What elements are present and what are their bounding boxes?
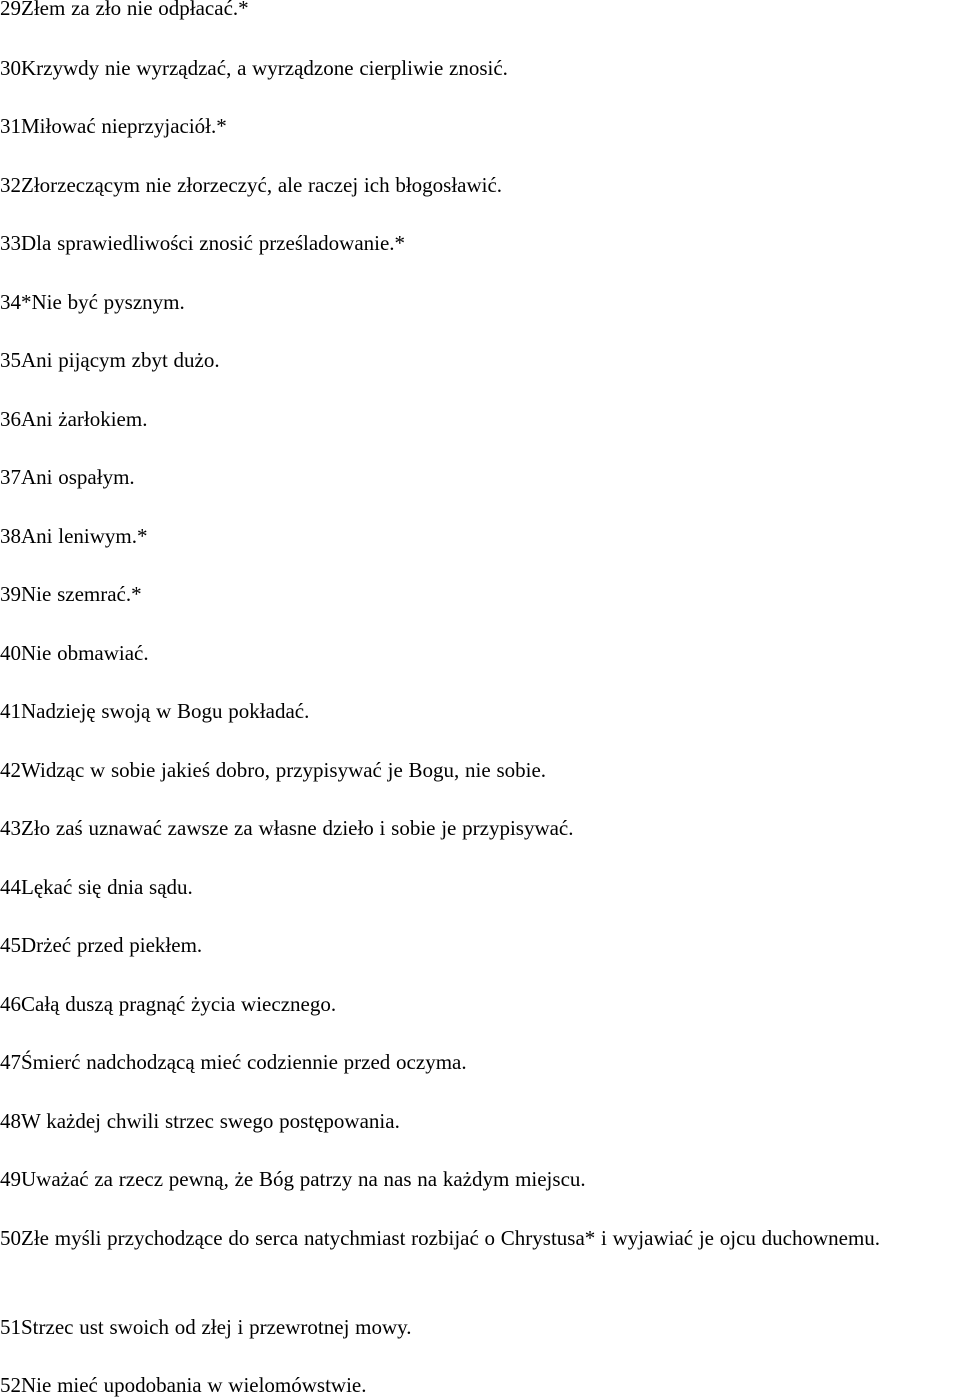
rule-41: 41Nadzieję swoją w Bogu pokładać. [0,699,310,723]
rule-51: 51Strzec ust swoich od złej i przewrotnej mowy. [0,1315,412,1339]
rule-48: 48W każdej chwili strzec swego postępowania. [0,1109,400,1133]
rule-29: 29Złem za zło nie odpłacać.* [0,0,249,20]
rule-37: 37Ani ospałym. [0,465,135,489]
rule-45: 45Drżeć przed piekłem. [0,933,203,957]
rule-47: 47Śmierć nadchodzącą mieć codziennie przed oczyma. [0,1050,467,1074]
rule-30: 30Krzywdy nie wyrządzać, a wyrządzone cierpliwie znosić. [0,56,508,80]
rule-52: 52Nie mieć upodobania w wielomówstwie. [0,1373,367,1397]
rule-50: 50Złe myśli przychodzące do serca natychmiast rozbijać o Chrystusa* i wyjawiać je ojcu duchownemu. [0,1226,881,1250]
rule-36: 36Ani żarłokiem. [0,407,148,431]
rule-46: 46Całą duszą pragnąć życia wiecznego. [0,992,337,1016]
rule-34: 34*Nie być pysznym. [0,290,185,314]
rule-49: 49Uważać za rzecz pewną, że Bóg patrzy na nas na każdym miejscu. [0,1167,586,1191]
rule-40: 40Nie obmawiać. [0,641,149,665]
rule-35: 35Ani pijącym zbyt dużo. [0,348,220,372]
rule-32: 32Złorzeczącym nie złorzeczyć, ale raczej ich błogosławić. [0,173,503,197]
rule-33: 33Dla sprawiedliwości znosić prześladowanie.* [0,231,406,255]
rule-38: 38Ani leniwym.* [0,524,148,548]
rule-43: 43Zło zaś uznawać zawsze za własne dzieło i sobie je przypisywać. [0,816,574,840]
rule-42: 42Widząc w sobie jakieś dobro, przypisywać je Bogu, nie sobie. [0,758,547,782]
rule-44: 44Lękać się dnia sądu. [0,875,193,899]
rule-39: 39Nie szemrać.* [0,582,142,606]
rule-31: 31Miłować nieprzyjaciół.* [0,114,227,138]
